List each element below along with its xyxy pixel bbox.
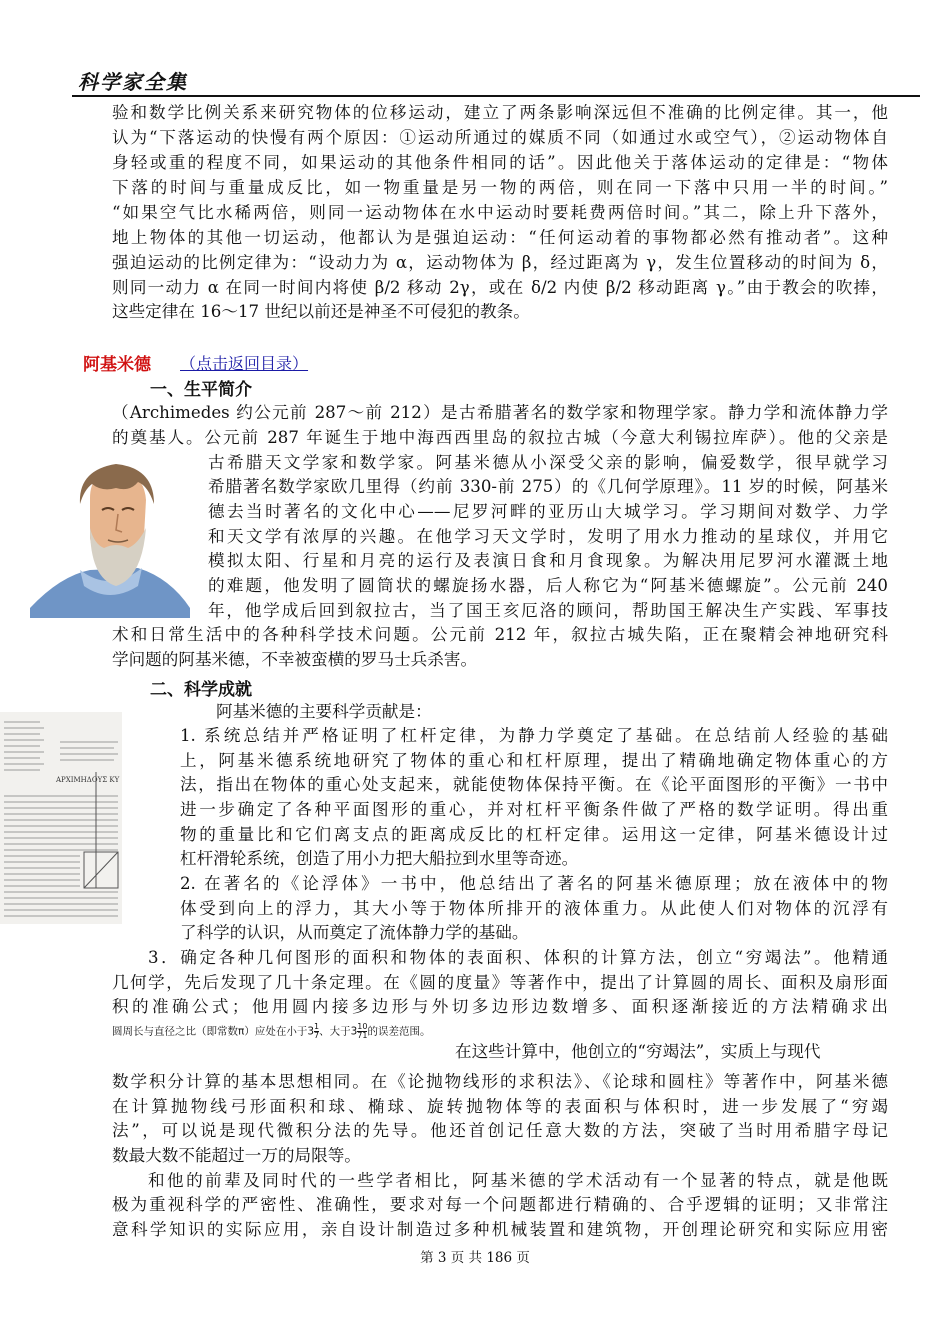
achievement-1-line: 法，指出在物体的重心处支起来，就能使物体保持平衡。在《论平面图形的平衡》一书中 [180, 775, 888, 794]
pi-range-note: 圆周长与直径之比（即常数π）应处在小于3 $\frac{1}{7}$ 、大于3 $\frac{10}{71}$ 的误差范围。 [112, 1022, 431, 1040]
closing-line: 意科学知识的实际应用，亲自设计制造过多种机械装置和建筑物，开创理论研究和实际应用密 [112, 1220, 888, 1239]
intro-line: 强迫运动的比例定律为：“设动力为 α，运动物体为 β，经过距离为 γ，发生位置移动的时间为 δ， [112, 253, 888, 272]
achievement-1-line: 上，阿基米德系统地研究了物体的重心和杠杆原理，提出了精确地确定物体重心的方 [180, 751, 888, 770]
achievements-heading: 二、科学成就 [150, 680, 252, 700]
achievement-1-line: 进一步确定了各种平面图形的重心，并对杠杆平衡条件做了严格的数学证明。得出重 [180, 800, 888, 819]
achievement-3-line: 几何学，先后发现了几十条定理。在《圆的度量》等著作中，提出了计算圆的周长、面积及扇形面 [112, 973, 888, 992]
achievement-1-line: 物的重量比和它们离支点的距离成反比的杠杆定律。运用这一定律，阿基米德设计过 [180, 825, 888, 844]
back-to-toc-link-text[interactable]: 点击返回目录 [196, 354, 293, 373]
intro-line: 认为“下落运动的快慢有两个原因：①运动所通过的媒质不同（如通过水或空气），②运动物体自 [112, 128, 888, 147]
achievement-2-line: 体受到向上的浮力，其大小等于物体所排开的液体重力。从此使人们对物体的沉浮有 [180, 899, 888, 918]
back-to-toc-link[interactable] [180, 351, 308, 374]
bio-line: （Archimedes 约公元前 287～前 212）是古希腊著名的数学家和物理学家。静力学和流体静力学 [112, 403, 888, 422]
page-footer: 第 3 页 共 186 页 [420, 1250, 530, 1266]
section-title: 阿基米德 [83, 355, 151, 375]
intro-line: “如果空气比水稀两倍，则同一运动物体在水中运动时要耗费两倍时间。”其二，除上升下落外， [112, 203, 888, 222]
bio-heading: 一、生平简介 [150, 380, 252, 400]
bio-line: 和天文学有浓厚的兴趣。在他学习天文学时，发明了用水力推动的星球仪，并用它 [208, 527, 888, 546]
achievement-3-cont-line: 在计算抛物线弓形面积和球、椭球、旋转抛物体等的表面积与体积时，进一步发展了“穷竭 [112, 1097, 888, 1116]
bio-line: 的难题，他发明了圆筒状的螺旋扬水器，后人称它为“阿基米德螺旋”。公元前 240 [208, 576, 888, 595]
achievement-3-cont-line: 数学积分计算的基本思想相同。在《论抛物线形的求积法》、《论球和圆柱》等著作中，阿基米德 [112, 1072, 888, 1091]
bio-line: 年，他学成后回到叙拉古，当了国王亥厄洛的顾问，帮助国王解决生产实践、军事技 [208, 601, 888, 620]
achievement-3-cont-first: 在这些计算中，他创立的“穷竭法”，实质上与现代 [455, 1042, 821, 1061]
bio-line: 模拟太阳、行星和月亮的运行及表演日食和月食现象。为解决用尼罗河水灌溉土地 [208, 551, 888, 570]
header-rule [72, 95, 920, 97]
closing-line: 和他的前辈及同时代的一些学者相比，阿基米德的学术活动有一个显著的特点，就是他既 [148, 1171, 888, 1190]
intro-line: 地上物体的其他一切运动，他都认为是强迫运动：“任何运动着的事物都必然有推动者”。这种 [112, 228, 888, 247]
manuscript-page-image [0, 712, 122, 924]
intro-line: 验和数学比例关系来研究物体的位移运动，建立了两条影响深远但不准确的比例定律。其一，他 [112, 103, 888, 122]
achievement-3-line: 3．确定各种几何图形的面积和物体的表面积、体积的计算方法，创立“穷竭法”。他精通 [148, 948, 888, 967]
intro-line: 则同一动力 α 在同一时间内将使 β/2 移动 2γ，或在 δ/2 内使 β/2 移动距离 γ。”由于教会的吹捧， [112, 278, 888, 297]
bio-line: 学问题的阿基米德，不幸被蛮横的罗马士兵杀害。 [112, 650, 478, 669]
bio-line: 古希腊天文学家和数学家。阿基米德从小深受父亲的影响，偏爱数学，很早就学习 [208, 453, 888, 472]
achievement-3-line: 积的准确公式；他用圆内接多边形与外切多边形边数增多、面积逐渐接近的方法精确求出 [112, 997, 888, 1016]
intro-line: 这些定律在 16～17 世纪以前还是神圣不可侵犯的教条。 [112, 302, 530, 321]
fraction-10-71: $\frac{10}{71}$ [357, 1022, 368, 1040]
achievement-2-line: 2. 在著名的《论浮体》一书中，他总结出了著名的阿基米德原理；放在液体中的物 [180, 874, 888, 893]
bio-line: 希腊著名数学家欧几里得（约前 330-前 275）的《几何学原理》。11 岁的时候，阿基米 [208, 477, 888, 496]
achievement-2-line: 了科学的认识，从而奠定了流体静力学的基础。 [180, 923, 529, 942]
header-title: 科学家全集 [78, 70, 188, 94]
achievement-1-line: 杠杆滑轮系统，创造了用小力把大船拉到水里等奇迹。 [180, 849, 579, 868]
achievement-3-cont-line: 法”，可以说是现代微积分法的先导。他还首创记任意大数的方法，突破了当时用希腊字母记 [112, 1121, 888, 1140]
bio-line: 术和日常生活中的各种科学技术问题。公元前 212 年，叙拉古城失陷，正在聚精会神地研究科 [112, 625, 888, 644]
manuscript-header-text: ΑΡΧΙΜΗΔΟΥΣ ΚΥ [56, 776, 120, 784]
bio-line: 的奠基人。公元前 287 年诞生于地中海西西里岛的叙拉古城（今意大利锡拉库萨）。他的父亲是 [112, 428, 888, 447]
intro-line: 身轻或重的程度不同，如果运动的其他条件相同的话”。因此他关于落体运动的定律是：“物体 [112, 153, 888, 172]
achievement-3-cont-line: 数最大数不能超过一万的局限等。 [112, 1146, 361, 1165]
achievement-1-line: 1. 系统总结并严格证明了杠杆定律，为静力学奠定了基础。在总结前人经验的基础 [180, 726, 888, 745]
achievements-intro: 阿基米德的主要科学贡献是： [216, 702, 432, 721]
link-open-paren: （ [180, 354, 197, 373]
intro-line: 下落的时间与重量成反比，如一物重量是另一物的两倍，则在同一下落中只用一半的时间。” [112, 178, 888, 197]
archimedes-portrait-image [20, 458, 200, 618]
fraction-1-7: $\frac{1}{7}$ [314, 1022, 320, 1040]
closing-line: 极为重视科学的严密性、准确性，要求对每一个问题都进行精确的、合乎逻辑的证明；又非常注 [112, 1195, 888, 1214]
link-close-paren: ） [292, 354, 309, 373]
bio-line: 德去当时著名的文化中心——尼罗河畔的亚历山大城学习。学习期间对数学、力学 [208, 502, 888, 521]
